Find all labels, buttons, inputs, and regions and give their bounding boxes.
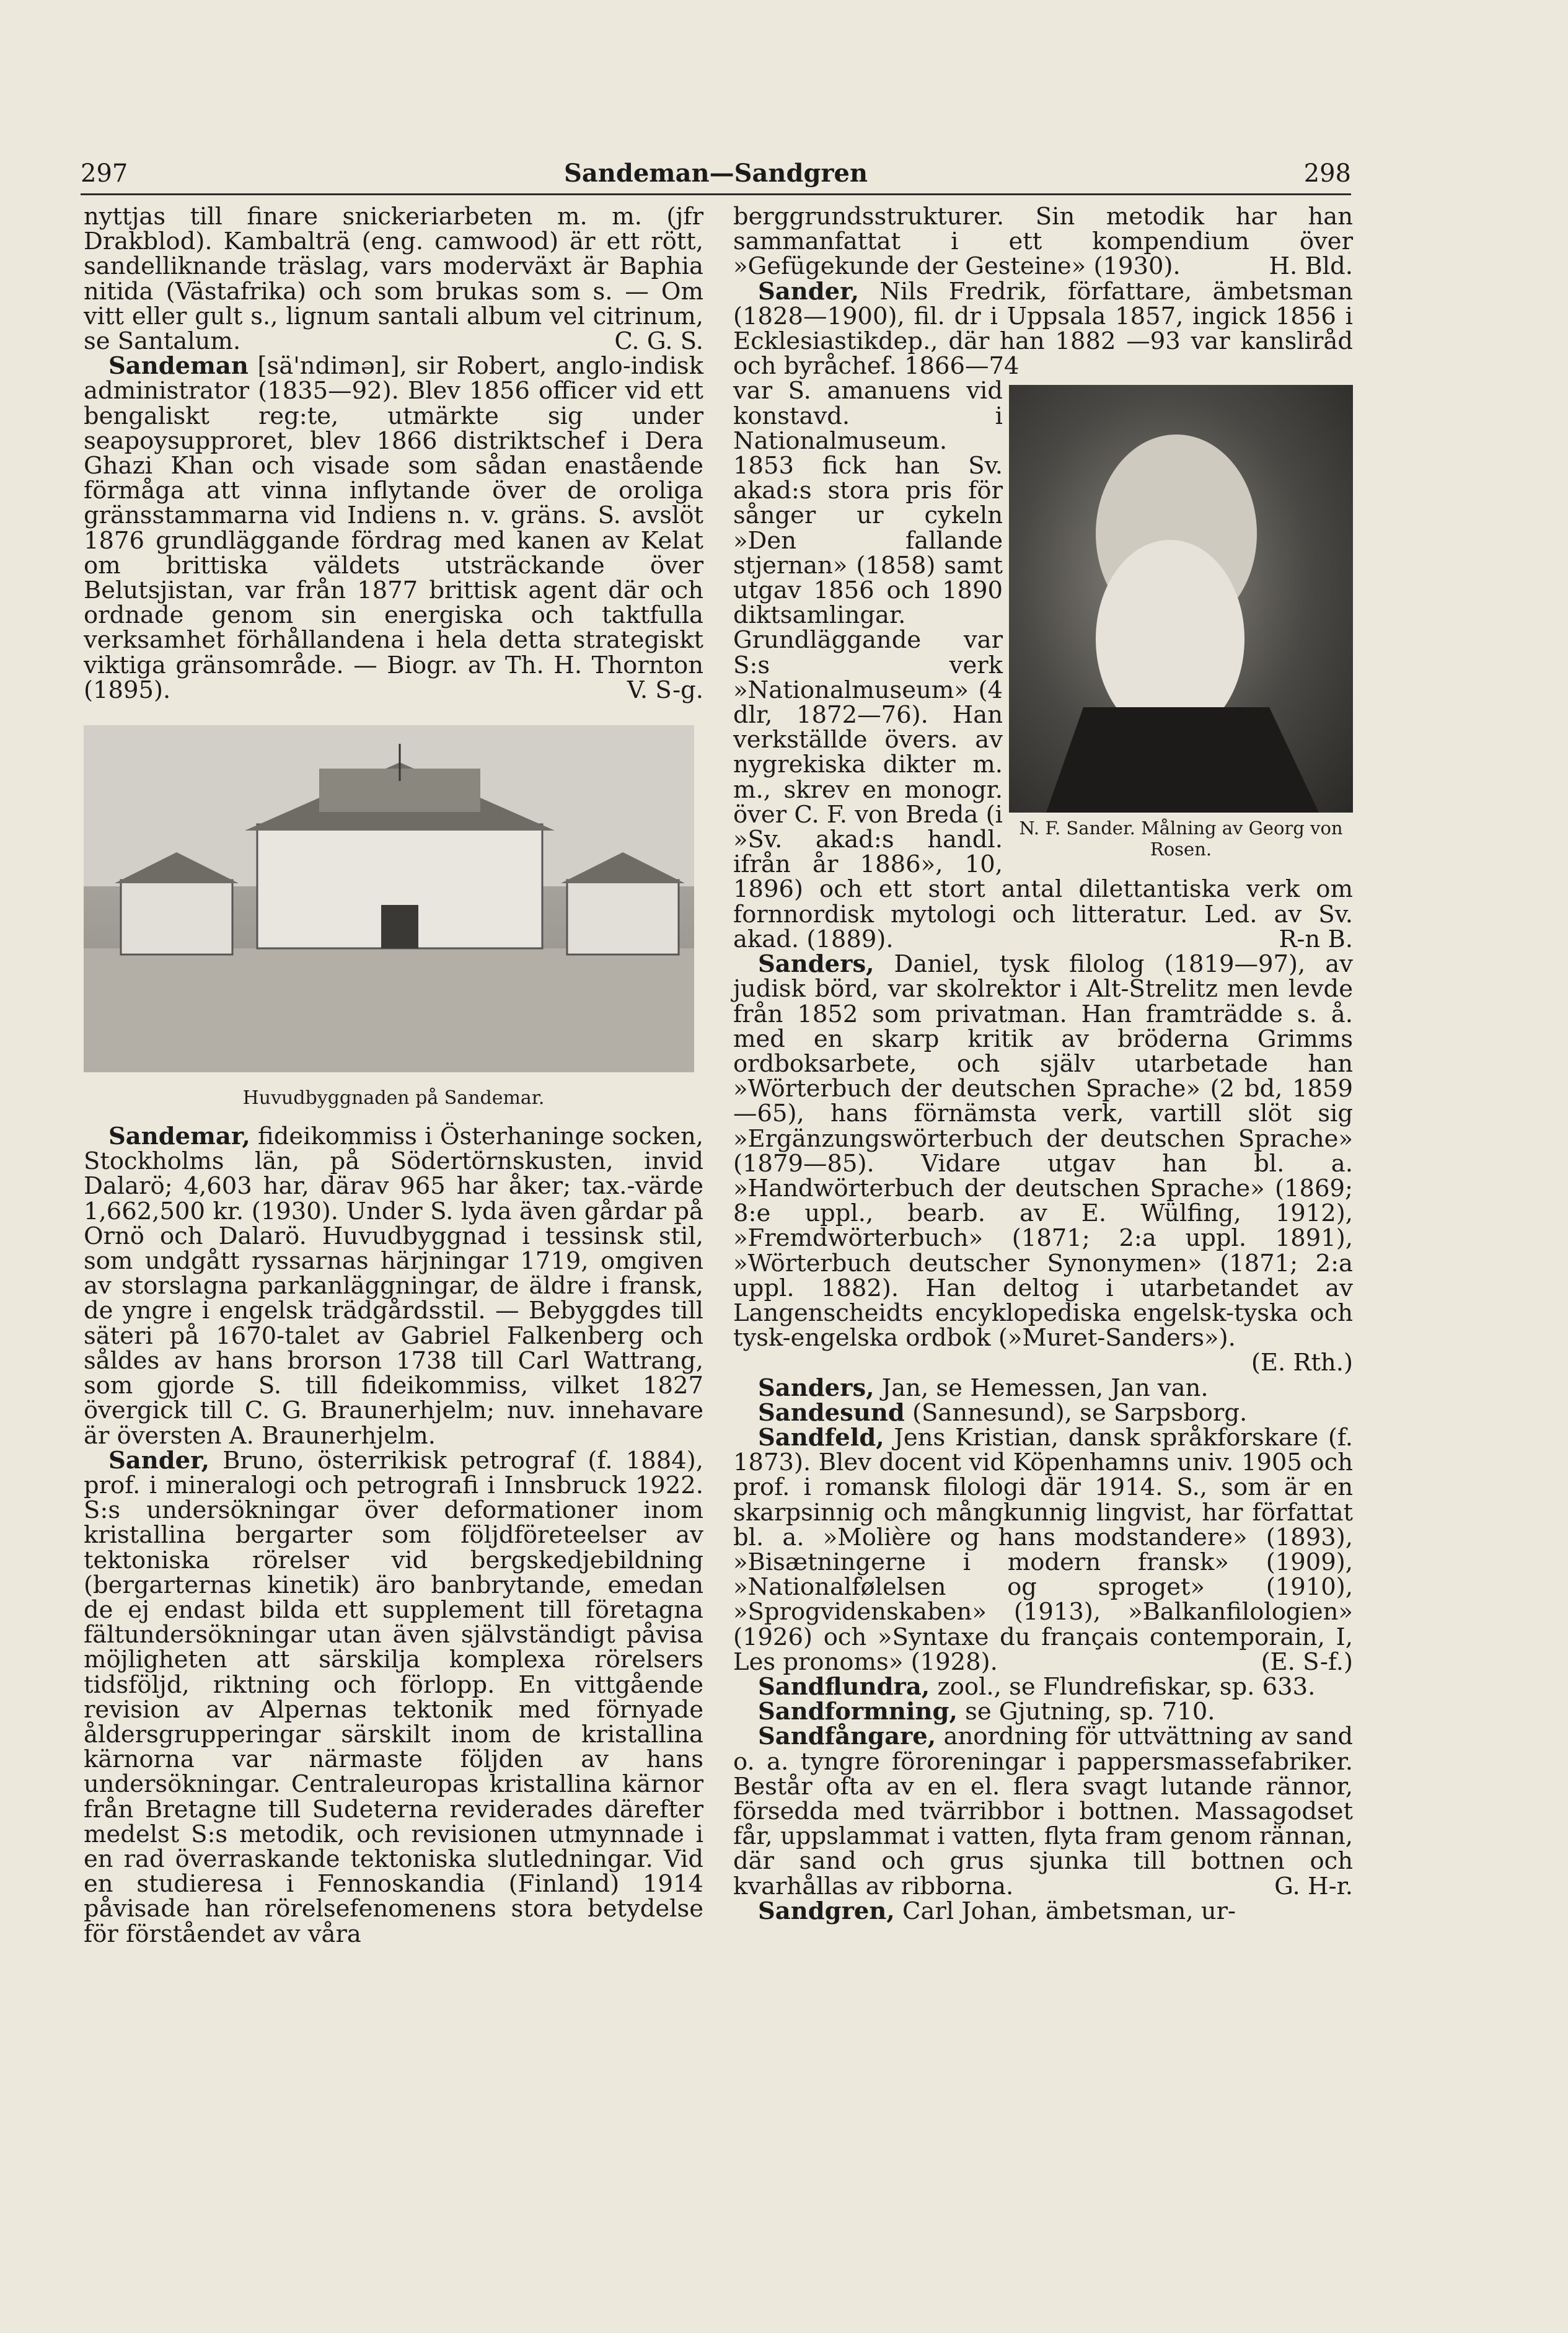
headword: Sandfångare, (758, 1722, 936, 1751)
headword: Sandfeld, (758, 1423, 884, 1452)
entry-continuation: nyttjas till finare snickeriarbeten m. m. (jfr Drakblod). Kambalträ (eng. camwood) är ett rött, sandelliknande träslag, vars moderväxt är Baphia nitida (Västafrika) och som brukas som s. — Om vitt eller gult s., lignum santali album vel citrinum, se Santalum. C. G. S. (84, 203, 703, 356)
left-column (84, 205, 703, 1947)
headword: Sanders, (758, 1374, 874, 1402)
headword: Sandgren, (758, 1897, 895, 1925)
entry-sanders-daniel: Sanders, Daniel, tysk filolog (1819—97), av judisk börd, var skolrektor i Alt-Strelitz men levde från 1852 som privatman. Han framträdde s. å. med en skarp kritik av bröderna Grimms ordboksarbete, och själv utarbetade han »Wörterbuch der deutschen Sprache» (2 bd, 1859—65), hans förnämsta verk, vartill slöt sig »Ergänzungswörterbuch der deutschen Sprache» (1879—85). Vidare utgav han bl. a. »Handwörterbuch der deutschen Sprache» (1869; 8:e uppl., bearb. av E. Wülfing, 1912), »Fremdwörterbuch» (1871; 2:a uppl. 1891), »Wörterbuch deutscher Synonymen» (1871; 2:a uppl. 1882). Han deltog i utarbetandet av Langenscheidts encyklopediska engelsk-tyska och tysk-engelska ordbok (»Muret-Sanders»). (E. Rth.) (733, 950, 1353, 1377)
headword: Sanders, (758, 950, 874, 979)
entry-sander-nils-cont: var S. amanuens vid konstavd. i Nationalmuseum. 1853 fick han Sv. akad:s stora pris för sånger ur cykeln »Den fallande stjernan» (1858) samt utgav 1856 och 1890 diktsamlingar. Grundläggande var S:s verk »Nationalmuseum» (4 dlr, 1872—76). Han verkställde övers. av nygrekiska dikter m. m., skrev en monogr. över C. F. von Breda (i »Sv. akad:s handl. ifrån år 1886», 10, 1896) och ett stort antal dilettantiska verk om fornnordisk mytologi och litteratur. Led. av Sv. akad. (1889). R-n B. (733, 377, 1353, 953)
manor-house-image (84, 725, 694, 1072)
entry-sander-bruno: Sander, Bruno, österrikisk petrograf (f. 1884), prof. i mineralogi och petrografi i Innsbruck 1922. S:s undersökningar över deformationer inom kristallina bergarter som följdföreteelser av tektoniska rörelser vid bergskedjebildning (bergarternas kinetik) äro banbrytande, emedan de ej endast bilda ett supplement till företagna fältundersökningar utan även självständigt påvisa möjligheten att särskilja komplexa rörelsers tidsföljd, riktning och förlopp. En vittgående revision av Alpernas tektonik med förnyade åldersgrupperingar särskilt inom de kristallina kärnorna var närmaste följden av hans undersökningar. Centraleuropas kristallina kärnor från Bretagne till Sudeterna reviderades därefter medelst S:s metodik, och revisionen utmynnade i en rad överraskande tektoniska slutledningar. Vid en studieresa i Fennoskandia (Finland) 1914 påvisade han rörelsefenomenens stora betydelse för förståendet av våra (84, 1446, 703, 1948)
entry-sandeman: Sandeman [sä'ndimən], sir Robert, anglo-indisk administrator (1835—92). Blev 1856 officer vid ett bengaliskt reg:te, utmärkte sig under seapoysupproret, blev 1866 distriktschef i Dera Ghazi Khan och visade som sådan enastående förmåga att vinna inflytande över de oroliga gränsstammarna vid Indiens n. v. gräns. S. avslöt 1876 grundläggande fördrag med kanen av Kelat om brittiska väldets utsträckande över Belutsjistan, var från 1877 brittisk agent där och ordnade genom sin energiska och taktfulla verksamhet förhållandena i hela detta strategiskt viktiga gränsområde. — Biogr. av Th. H. Thornton (1895). V. S-g. (84, 352, 703, 704)
photo-caption: Huvudbyggnaden på Sandemar. (242, 1087, 545, 1109)
entry-sander-nils: Sander, Nils Fredrik, författare, ämbetsman (1828—1900), fil. dr i Uppsala 1857, ingick 1856 i Ecklesiastikdep., där han 1882 —93 var kansliråd och byråchef. 1866—74 (733, 277, 1353, 381)
signature: (E. S-f.) (1261, 1647, 1353, 1676)
headword: Sandformning, (758, 1698, 958, 1726)
signature: (E. Rth.) (1251, 1349, 1353, 1377)
right-column (733, 205, 1353, 1924)
signature: H. Bld. (1269, 252, 1353, 281)
header-rule (81, 193, 1351, 195)
entry-sandfangare: Sandfångare, anordning för uttvättning av sand o. a. tyngre föroreningar i pappersmassefabriker. Består ofta av en el. flera svagt lutande rännor, försedda med tvärribbor i bottnen. Massagodset får, uppslammat i vatten, flyta fram genom rännan, där sand och grus sjunka till bottnen och kvarhållas av ribborna. G. H-r. (733, 1722, 1353, 1900)
entry-sandfeld: Sandfeld, Jens Kristian, dansk språkforskare (f. 1873). Blev docent vid Köpenhamns univ. 1905 och prof. i romansk filologi där 1914. S., som är en skarpsinnig och mångkunnig lingvist, har författat bl. a. »Molière og hans modstandere» (1893), »Bisætningerne i modern fransk» (1909), »Nationalfølelsen og sproget» (1910), »Sprogvidenskaben» (1913), »Balkanfilologien» (1926) och »Syntaxe du français contemporain, I, Les pronoms» (1928). (E. S-f.) (733, 1423, 1353, 1676)
headword: Sander, (758, 277, 860, 306)
running-title: Sandeman—Sandgren (563, 159, 868, 188)
signature: V. S-g. (627, 676, 703, 704)
headword: Sandemar, (108, 1122, 250, 1151)
entry-sandflundra: Sandflundra, zool., se Flundrefiskar, sp. 633. (758, 1672, 1316, 1701)
portrait-caption: N. F. Sander. Målning av Georg von Rosen. (1019, 818, 1343, 860)
signature: R-n B. (1279, 925, 1353, 953)
headword: Sander, (108, 1446, 210, 1475)
headword: Sandeman (108, 352, 249, 381)
headword: Sandflundra, (758, 1672, 930, 1701)
signature: C. G. S. (614, 327, 703, 356)
entry-sandformning: Sandformning, se Gjutning, sp. 710. (758, 1698, 1215, 1726)
portrait-figure (1009, 385, 1353, 860)
signature: G. H-r. (1274, 1872, 1353, 1900)
headword: Sandesund (758, 1398, 905, 1427)
entry-sanders-jan: Sanders, Jan, se Hemessen, Jan van. (758, 1374, 1209, 1402)
sandemar-photograph (84, 725, 694, 1072)
entry-sandemar: Sandemar, fideikommiss i Österhaninge socken, Stockholms län, på Södertörnskusten, invid Dalarö; 4,603 har, därav 965 har åker; tax.-värde 1,662,500 kr. (1930). Under S. lyda även gårdar på Ornö och Dalarö. Huvudbyggnad i tessinsk stil, som undgått ryssarnas härjningar 1719, omgiven av storslagna parkanläggningar, de äldre i fransk, de yngre i engelsk trädgårdsstil. — Bebyggdes till säteri på 1670-talet av Gabriel Falkenberg och såldes av hans brorson 1738 till Carl Wattrang, som gjorde S. till fideikommiss, vilket 1827 övergick till C. G. Braunerhjelm; nuv. innehavare är översten A. Braunerhjelm. (84, 1122, 703, 1450)
portrait-image (1009, 385, 1353, 813)
page-number-right: 298 (1303, 159, 1351, 188)
entry-sandgren: Sandgren, Carl Johan, ämbetsman, ur- (758, 1897, 1236, 1925)
entry-continuation: berggrundsstrukturer. Sin metodik har han sammanfattat i ett kompendium över »Gefügekunde der Gesteine» (1930). H. Bld. (733, 203, 1353, 281)
entry-sandesund: Sandesund (Sannesund), se Sarpsborg. (758, 1398, 1248, 1427)
page-number-left: 297 (81, 159, 128, 188)
page-header (81, 154, 1351, 193)
